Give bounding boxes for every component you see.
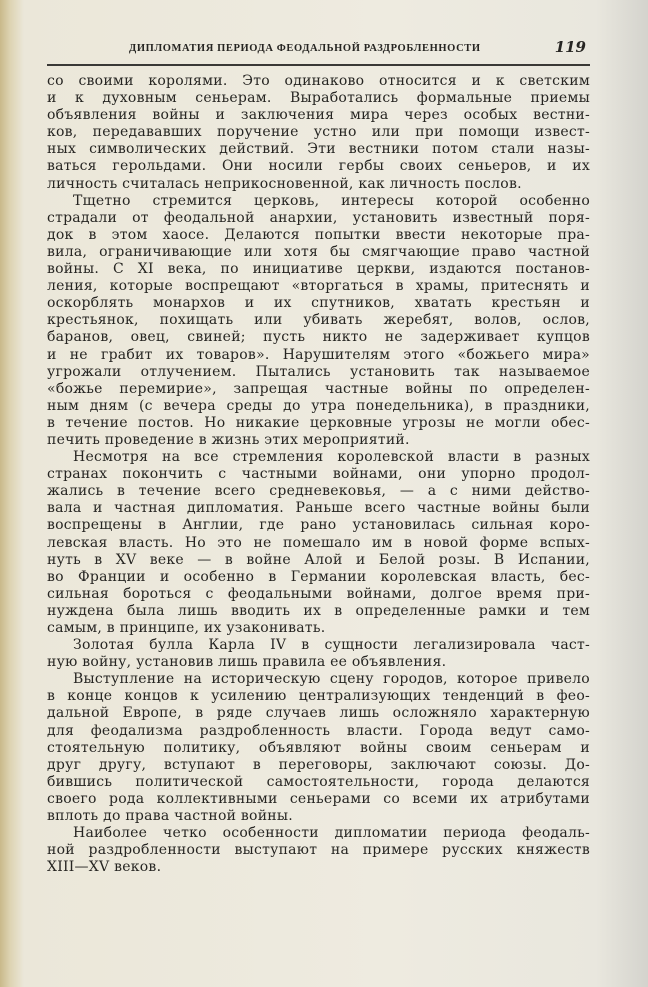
text-line: и не грабит их товаров». Нарушителям этого «божьего мира» — [47, 346, 590, 363]
paragraph — [47, 671, 590, 825]
page-number: 119 — [554, 38, 586, 56]
text-line: «божье перемирие», запрещая частные войны по определен- — [47, 380, 590, 397]
text-line: левская власть. Но это не помешало им в новой форме вспых- — [47, 534, 590, 551]
text-line: вплоть до права частной войны. — [47, 808, 293, 825]
text-line: Несмотря на все стремления королевской власти в разных — [73, 449, 590, 466]
text-line: оскорблять монархов и их спутников, хватать крестьян и — [47, 295, 590, 312]
text-line: в конце концов к усилению централизующих тенденций в фео- — [47, 688, 590, 705]
paragraph — [47, 449, 590, 637]
text-line: печить проведение в жизнь этих мероприятий. — [47, 431, 410, 448]
text-line: угрожали отлучением. Пытались установить так называемое — [47, 363, 590, 380]
text-line: жались в течение всего средневековья, — а с ними действо- — [47, 483, 590, 500]
text-line: для феодализма раздробленность власти. Города ведут само- — [47, 722, 590, 739]
text-line: Золотая булла Карла IV в сущности легализировала част- — [73, 637, 590, 654]
text-line: ваться герольдами. Они носили гербы своих сеньеров, и их — [47, 158, 590, 175]
text-line: личность считалась неприкосновенной, как личность послов. — [47, 175, 522, 192]
text-line: вала и частная дипломатия. Раньше всего частные войны были — [47, 500, 590, 517]
text-line: крестьянок, похищать или убивать жеребят, волов, ослов, — [47, 312, 590, 329]
running-title: ДИПЛОМАТИЯ ПЕРИОДА ФЕОДАЛЬНОЙ РАЗДРОБЛЕННОСТИ — [129, 43, 481, 54]
text-line: самым, в принципе, их узаконивать. — [47, 620, 326, 636]
paragraph — [47, 637, 590, 671]
paragraph — [47, 825, 590, 876]
text-line: баранов, овец, свиней; пусть никто не задерживает купцов — [47, 329, 590, 346]
text-line: со своими королями. Это одинаково относится и к светским — [47, 73, 590, 89]
text-line: Выступление на историческую сцену городов, которое привело — [73, 671, 590, 688]
text-line: войны. С XI века, по инициативе церкви, издаются постанов- — [47, 261, 590, 278]
text-line: бившись политической самостоятельности, города делаются — [47, 773, 590, 790]
text-line: Наиболее четко особенности дипломатии периода феодаль- — [73, 825, 590, 842]
running-header — [47, 36, 590, 66]
text-line: сильная бороться с феодальными войнами, долгое время при- — [47, 585, 590, 602]
paragraph — [47, 73, 590, 193]
text-line: док в этом хаосе. Делаются попытки ввести некоторые пра- — [47, 226, 590, 243]
text-line: ков, передававших поручение устно или при помощи извест- — [47, 124, 590, 141]
text-line: странах покончить с частными войнами, они упорно продол- — [47, 466, 590, 483]
paragraph — [47, 193, 590, 449]
text-line: нуть в XV веке — в войне Алой и Белой розы. В Испании, — [47, 551, 590, 568]
text-line: в течение постов. Но никакие церковные угрозы не могли обес- — [47, 414, 590, 431]
text-line: ным дням (с вечера среды до утра понедельника), в праздники, — [47, 397, 590, 414]
text-line: воспрещены в Англии, где рано установилась сильная коро- — [47, 517, 590, 534]
text-line: нуждена была лишь вводить их в определенные рамки и тем — [47, 602, 590, 619]
text-line: ной раздробленности выступают на примере русских княжеств — [47, 842, 590, 859]
text-line: объявления войны и заключения мира через особых вестни- — [47, 107, 590, 124]
text-line: и к духовным сеньерам. Выработались формальные приемы — [47, 90, 590, 107]
text-line: друг другу, вступают в переговоры, заключают союзы. До- — [47, 756, 590, 773]
text-line: ных символических действий. Эти вестники потом стали назы- — [47, 141, 590, 158]
text-line: вила, ограничивающие или хотя бы смягчающие право частной — [47, 243, 590, 260]
text-line: ную войну, установив лишь правила ее объявления. — [47, 654, 447, 671]
text-line: своего рода коллективными сеньерами со всеми их атрибутами — [47, 790, 590, 807]
text-line: во Франции и особенно в Германии королевская власть, бес- — [47, 568, 590, 585]
text-line: Тщетно стремится церковь, интересы которой особенно — [73, 192, 590, 209]
text-line: страдали от феодальной анархии, установить известный поря- — [47, 209, 590, 226]
text-line: стоятельную политику, объявляют войны своим сеньерам и — [47, 739, 590, 756]
body-text — [47, 73, 590, 876]
text-line: дальной Европе, в ряде случаев лишь осложняло характерную — [47, 705, 590, 722]
text-line: XIII—XV веков. — [47, 859, 162, 876]
text-line: ления, которые воспрещают «вторгаться в храмы, притеснять и — [47, 278, 590, 295]
